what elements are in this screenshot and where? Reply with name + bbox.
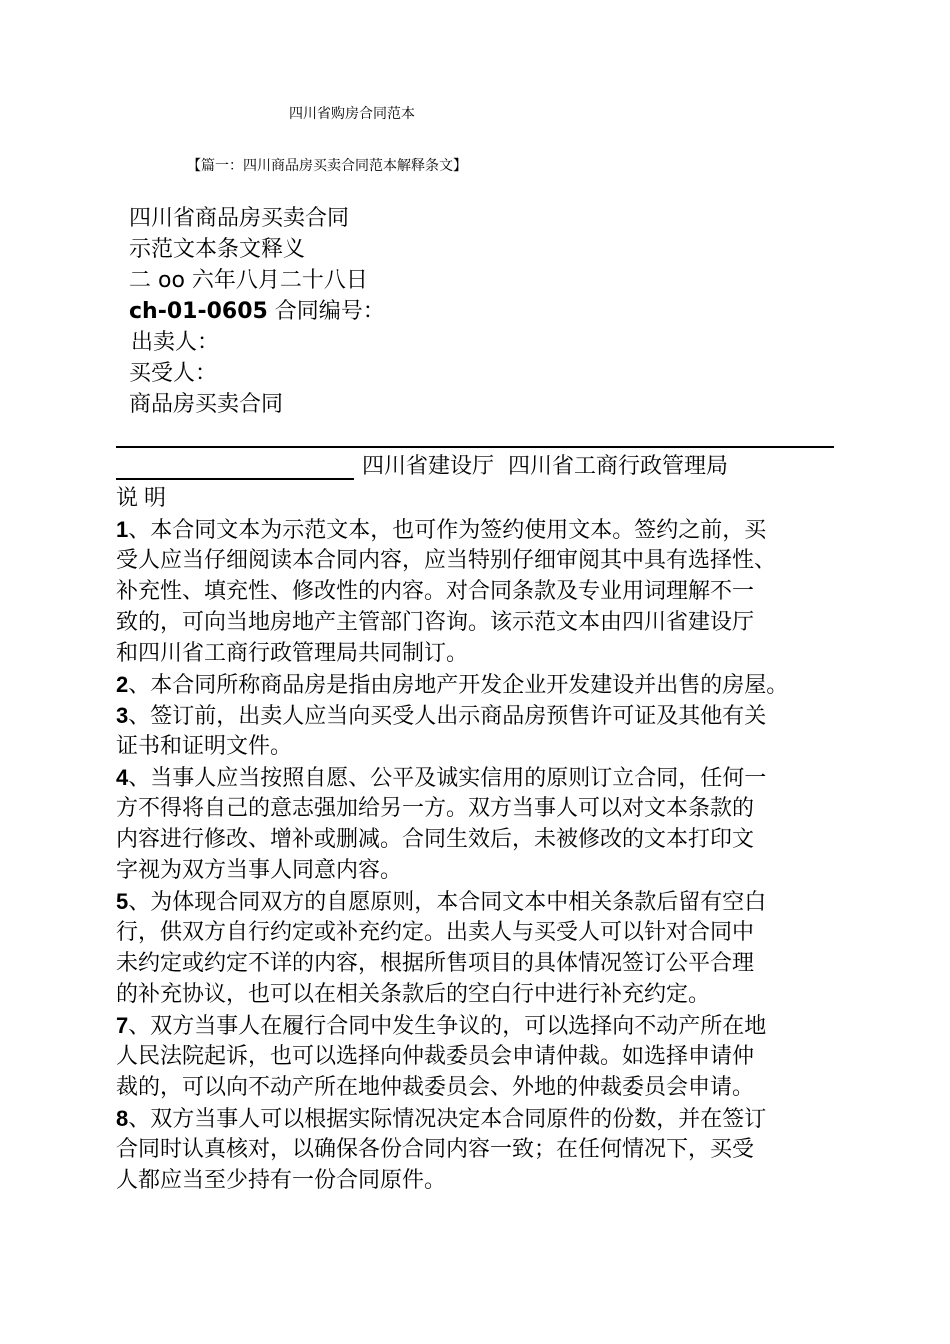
note-text: 和四川省工商行政管理局共同制订。 [116, 641, 469, 666]
cover-date: 二 oo 六年八月二十八日 [129, 268, 368, 293]
buyer-label: 买受人： [129, 361, 218, 386]
note-line [116, 731, 856, 762]
note-text: 人都应当至少持有一份合同原件。 [116, 1168, 447, 1193]
note-line [116, 824, 856, 855]
note-line [116, 1010, 856, 1041]
divider-line [116, 446, 834, 448]
note-text: 人民法院起诉，也可以选择向仲裁委员会申请仲裁。如选择申请仲 [116, 1044, 755, 1069]
issuing-authorities [116, 452, 816, 482]
note-text: 的补充协议，也可以在相关条款后的空白行中进行补充约定。 [116, 982, 711, 1007]
note-line [116, 917, 856, 948]
note-text: 致的，可向当地房地产主管部门咨询。该示范文本由四川省建设厅 [116, 610, 755, 635]
note-text: 、签订前，出卖人应当向买受人出示商品房预售许可证及其他有关 [128, 704, 767, 729]
note-text: 内容进行修改、增补或删减。合同生效后，未被修改的文本打印文 [116, 827, 755, 852]
note-text: 、为体现合同双方的自愿原则，本合同文本中相关条款后留有空白 [128, 890, 767, 915]
note-number: 8 [116, 1106, 129, 1131]
note-line [116, 576, 856, 607]
note-line [116, 855, 856, 886]
note-line [116, 669, 856, 700]
note-line [116, 700, 856, 731]
note-line [116, 1134, 856, 1165]
authority-construction-dept: 四川省建设厅 [362, 454, 495, 479]
note-text: 、本合同所称商品房是指由房地产开发企业开发建设并出售的房屋。 [128, 673, 789, 698]
note-line [116, 545, 856, 576]
note-line [116, 1041, 856, 1072]
note-text: 、本合同文本为示范文本，也可作为签约使用文本。签约之前，买 [128, 518, 767, 543]
notes-body [116, 514, 856, 1196]
note-text: 未约定或约定不详的内容，根据所售项目的具体情况签订公平合理 [116, 951, 755, 976]
note-number: 4 [116, 765, 129, 790]
note-line [116, 793, 856, 824]
note-text: 合同时认真核对，以确保各份合同内容一致；在任何情况下，买受 [116, 1137, 755, 1162]
contract-number-label: 合同编号： [267, 299, 385, 324]
note-text: 补充性、填充性、修改性的内容。对合同条款及专业用词理解不一 [116, 579, 755, 604]
cover-title-line2: 示范文本条文释义 [129, 237, 306, 262]
note-text: 受人应当仔细阅读本合同内容，应当特别仔细审阅其中具有选择性、 [116, 548, 777, 573]
cover-block [129, 203, 385, 420]
contract-number-line [129, 296, 385, 327]
note-line [116, 1165, 856, 1196]
note-line [116, 638, 856, 669]
authority-commerce-bureau: 四川省工商行政管理局 [508, 454, 729, 479]
note-line [116, 607, 856, 638]
note-line [116, 514, 856, 545]
note-line [116, 886, 856, 917]
seller-label: 出卖人： [131, 330, 220, 355]
document-subtitle: 【篇一：四川商品房买卖合同范本解释条文】 [187, 158, 467, 174]
note-number: 7 [116, 1013, 129, 1038]
note-text: 、双方当事人可以根据实际情况决定本合同原件的份数，并在签订 [128, 1107, 767, 1132]
contract-code: ch-01-0605 [129, 299, 268, 324]
note-text: 字视为双方当事人同意内容。 [116, 858, 403, 883]
note-line [116, 948, 856, 979]
note-line [116, 762, 856, 793]
note-text: 、双方当事人在履行合同中发生争议的，可以选择向不动产所在地 [128, 1014, 767, 1039]
note-number: 2 [116, 672, 129, 697]
note-number: 3 [116, 703, 129, 728]
note-line [116, 1072, 856, 1103]
contract-name: 商品房买卖合同 [129, 392, 284, 417]
note-line [116, 979, 856, 1010]
note-text: 行，供双方自行约定或补充约定。出卖人与买受人可以针对合同中 [116, 920, 755, 945]
note-text: 、当事人应当按照自愿、公平及诚实信用的原则订立合同，任何一 [128, 766, 767, 791]
note-number: 1 [116, 517, 129, 542]
document-title: 四川省购房合同范本 [289, 106, 415, 122]
cover-title-line1: 四川省商品房买卖合同 [129, 206, 350, 231]
notes-heading: 说明 [116, 486, 173, 511]
note-text: 裁的，可以向不动产所在地仲裁委员会、外地的仲裁委员会申请。 [116, 1075, 755, 1100]
note-text: 证书和证明文件。 [116, 734, 293, 759]
note-line [116, 1103, 856, 1134]
note-text: 方不得将自己的意志强加给另一方。双方当事人可以对文本条款的 [116, 796, 755, 821]
blank-underline [116, 478, 354, 480]
note-number: 5 [116, 889, 129, 914]
